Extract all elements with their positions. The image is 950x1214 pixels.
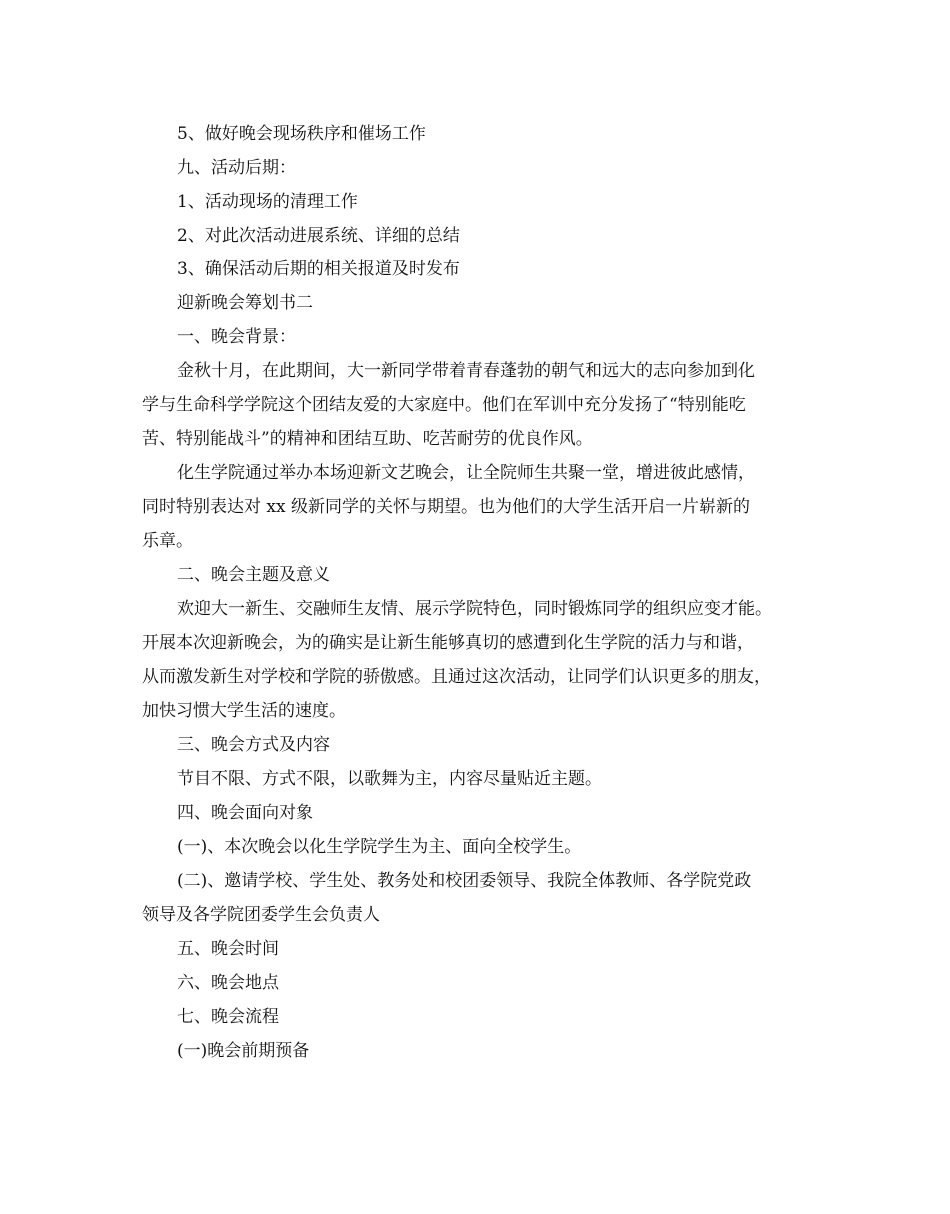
paragraph-line: 开展本次迎新晚会，为的确实是让新生能够真切的感遭到化生学院的活力与和谐， xyxy=(142,633,754,653)
section-heading: 六、晚会地点 xyxy=(177,973,279,993)
section-heading: 五、晚会时间 xyxy=(177,939,279,959)
paragraph-line: 从而激发新生对学校和学院的骄傲感。且通过这次活动，让同学们认识更多的朋友， xyxy=(142,667,771,687)
paragraph-line: 领导及各学院团委学生会负责人 xyxy=(142,905,380,925)
text-line: 5、做好晚会现场秩序和催场工作 xyxy=(177,124,426,144)
text-line: 1、活动现场的清理工作 xyxy=(177,192,358,212)
section-heading: 一、晚会背景： xyxy=(177,327,296,347)
sub-heading: (一)晚会前期预备 xyxy=(177,1041,310,1061)
paragraph-line: (二)、邀请学校、学生处、教务处和校团委领导、我院全体教师、各学院党政 xyxy=(177,871,752,891)
paragraph-line: 同时特别表达对 xx 级新同学的关怀与期望。也为他们的大学生活开启一片崭新的 xyxy=(142,497,750,517)
paragraph-line: 加快习惯大学生活的速度。 xyxy=(142,701,346,721)
paragraph-line: 欢迎大一新生、交融师生友情、展示学院特色，同时锻炼同学的组织应变才能。 xyxy=(177,599,772,619)
paragraph-line: 乐章。 xyxy=(142,531,193,551)
section-heading: 二、晚会主题及意义 xyxy=(177,565,330,585)
section-heading: 七、晚会流程 xyxy=(177,1007,279,1027)
section-heading: 四、晚会面向对象 xyxy=(177,803,313,823)
paragraph-line: 节目不限、方式不限，以歌舞为主，内容尽量贴近主题。 xyxy=(177,769,602,789)
paragraph-line: 金秋十月，在此期间，大一新同学带着青春蓬勃的朝气和远大的志向参加到化 xyxy=(177,361,755,381)
section-heading: 三、晚会方式及内容 xyxy=(177,735,330,755)
section-heading: 九、活动后期： xyxy=(177,158,296,178)
paragraph-line: 苦、特别能战斗”的精神和团结互助、吃苦耐劳的优良作风。 xyxy=(142,429,593,449)
text-line: 2、对此次活动进展系统、详细的总结 xyxy=(177,226,460,246)
document-title: 迎新晚会筹划书二 xyxy=(177,293,313,313)
text-line: 3、确保活动后期的相关报道及时发布 xyxy=(177,259,460,279)
paragraph-line: 学与生命科学学院这个团结友爱的大家庭中。他们在军训中充分发扬了“特别能吃 xyxy=(142,395,746,415)
paragraph-line: 化生学院通过举办本场迎新文艺晚会，让全院师生共聚一堂，增进彼此感情， xyxy=(177,463,755,483)
paragraph-line: (一)、本次晚会以化生学院学生为主、面向全校学生。 xyxy=(177,837,582,857)
